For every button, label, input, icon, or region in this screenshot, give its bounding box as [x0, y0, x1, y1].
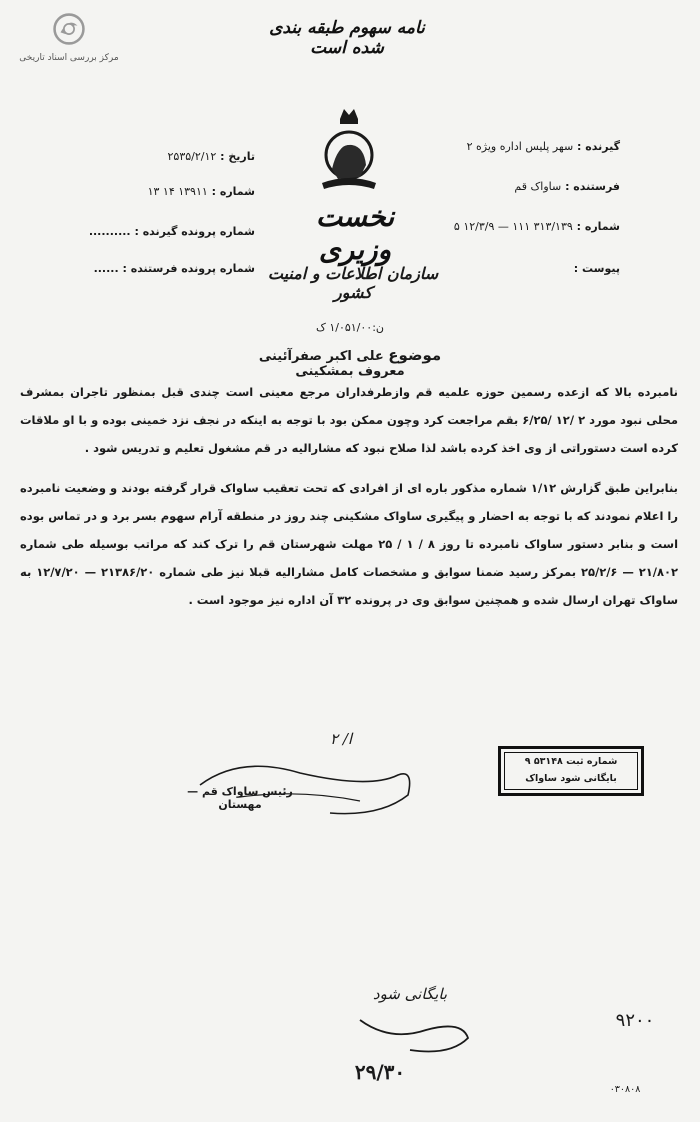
sender-label: فرستنده: [573, 180, 620, 193]
subject-value: علی اکبر صفرآئینی معروف بمشکینی: [258, 349, 405, 379]
archive-logo-icon: [52, 12, 86, 46]
number-label: شماره: [584, 220, 620, 233]
signatory-line: رئیس ساواک قم — مهستان: [187, 785, 293, 811]
handwritten-instruction: بایگانی شود: [372, 985, 448, 1003]
stamp-line-1: شماره ثبت ۵۳۱۴۸ ۹: [524, 756, 618, 767]
header-sender: فرستنده : ساواک قم: [514, 180, 620, 193]
date-value: ۲۵۳۵/۲/۱۲: [167, 150, 217, 163]
margin-number: ۹۲۰۰: [615, 1010, 655, 1031]
recipient-file-label: شماره پرونده گیرنده: [142, 225, 255, 238]
letter-body: [20, 378, 678, 626]
stamp-line-2: بایگانی شود ساواک: [525, 773, 617, 784]
subject-label: موضوع: [388, 346, 442, 364]
body-paragraph: بنابراین طبق گزارش ۱/۱۲ شماره مذکور باره ای از افرادی که تحت تعقیب ساواک قرار گرفته بودند و وضعیت نامبرده را اعلام نمودند که با توجه به احضار و پیگیری ساواک مشکینی چند روز در منطقه آرام سهوم بسر برد و در تماس بوده است و بنابر دستور ساواک نامبرده تا روز ۸ / ۱ / ۲۵ مهلت شهرستان قم را ترک کند که مراتب بوسیله طی شماره ۲۱/۸۰۲ — ۲۵/۲/۶ بمرکز رسید ضمنا سوابق و مشخصات کامل مشارالیه قبلا نیز طی شماره ۲۱۳۸۶/۲۰ — ۱۲/۷/۲۰ به ساواک تهران ارسال شده و همچنین سوابق وی در پرونده ۳۲ آن اداره نیز موجود است .: [20, 481, 679, 607]
doc-number-label: شماره: [219, 185, 255, 198]
header-sender-file: شماره پرونده فرستنده : ......: [93, 262, 255, 275]
header-recipient: گیرنده : سهر پلیس اداره ویژه ۲: [466, 140, 620, 153]
lion-and-sun-emblem-icon: [318, 105, 380, 191]
handwritten-signature-icon: [350, 1000, 480, 1060]
recipient-value: سهر پلیس اداره ویژه ۲: [466, 140, 574, 153]
header-recipient-file: شماره پرونده گیرنده : ..........: [88, 225, 255, 238]
header-doc-number: شماره : ۱۳۹۱۱ ۱۴ ۱۳: [147, 185, 255, 198]
number-value: ۳۱۳/۱۳۹ ۱۱۱ — ۱۲/۳/۹ ۵: [453, 220, 573, 233]
office-title: نخست وزیری: [315, 200, 395, 266]
registry-stamp: [498, 746, 644, 796]
doc-number-value: ۱۳۹۱۱ ۱۴ ۱۳: [147, 185, 208, 198]
handwritten-number: ۲۹/۳۰: [354, 1060, 406, 1084]
date-label: تاریخ: [228, 150, 255, 163]
header-number: شماره : ۳۱۳/۱۳۹ ۱۱۱ — ۱۲/۳/۹ ۵: [453, 220, 620, 233]
header-date: تاریخ : ۲۵۳۵/۲/۱۲: [167, 150, 255, 163]
reference-line: ن:۱/۰۵۱/۰۰ ک: [315, 321, 384, 334]
organization-name: سازمان اطلاعات و امنیت کشور: [267, 264, 439, 302]
watermark-text: مرکز بررسی اسناد تاریخی: [19, 53, 119, 63]
attachment-label: پیوست: [582, 262, 620, 275]
body-paragraph: نامبرده بالا که ازعده رسمین حوزه علمیه قم وازطرفداران مرجع معینی است چندی قبل بمنظور تاجران بمشرف محلی نبود مورد ۲ /۱۲ /۶/۲۵ بقم مراجعت کرد وچون ممکن بود با توجه به اینکه در نجف نزد خمینی بوده و با او ملاقات کرده است دستوراتی از وی اخذ کرده باشد لذا صلاح نبود که مشارالیه در قم مشغول تعلیم و تدریس شود .: [20, 385, 678, 455]
recipient-label: گیرنده: [585, 140, 620, 153]
sender-file-label: شماره پرونده فرستنده: [130, 262, 255, 275]
archive-watermark: [14, 12, 124, 64]
classification-note: نامه سهوم طبقه بندی شده است: [269, 18, 425, 58]
archive-code: ۰۳۰۸۰۸: [609, 1084, 641, 1095]
header-attachment: پیوست :: [573, 262, 620, 275]
sender-value: ساواک قم: [514, 180, 562, 193]
handwritten-mark: ا/ ۲: [330, 730, 353, 748]
subject-line: [240, 346, 460, 379]
